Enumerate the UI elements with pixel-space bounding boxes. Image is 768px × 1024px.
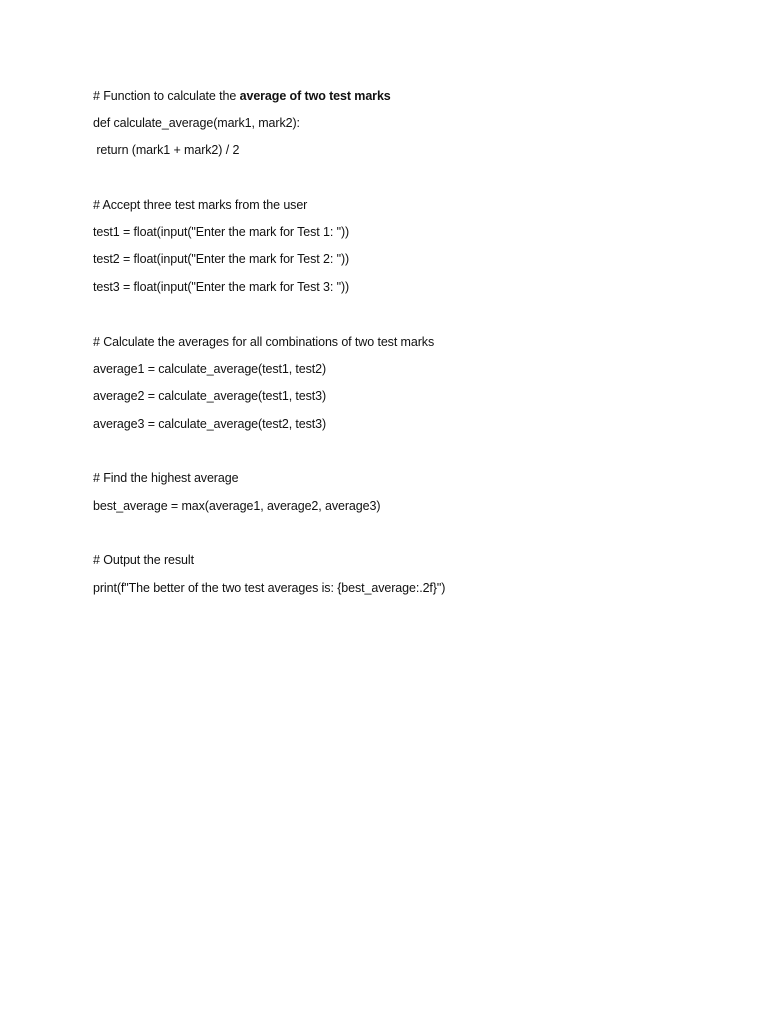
comment-accept-line: # Accept three test marks from the user (93, 198, 308, 212)
test2-line: test2 = float(input("Enter the mark for Test 2: ")) (93, 252, 350, 266)
return-line: return (mark1 + mark2) / 2 (93, 143, 240, 157)
comment-calculate-line: # Calculate the averages for all combinations of two test marks (93, 335, 435, 349)
comment-function-bold: average of two test marks (239, 89, 391, 103)
best-average-line: best_average = max(average1, average2, average3) (93, 499, 381, 513)
comment-function-line (93, 88, 391, 104)
test3-line: test3 = float(input("Enter the mark for Test 3: ")) (93, 280, 350, 294)
print-line: print(f"The better of the two test averages is: {best_average:.2f}") (93, 581, 446, 595)
comment-output-line: # Output the result (93, 553, 194, 567)
average2-line: average2 = calculate_average(test1, test3) (93, 389, 327, 403)
comment-function-prefix: # Function to calculate the (93, 89, 240, 103)
average3-line: average3 = calculate_average(test2, test3) (93, 417, 327, 431)
comment-highest-line: # Find the highest average (93, 471, 239, 485)
average1-line: average1 = calculate_average(test1, test2) (93, 362, 327, 376)
test1-line: test1 = float(input("Enter the mark for Test 1: ")) (93, 225, 350, 239)
def-line: def calculate_average(mark1, mark2): (93, 116, 300, 130)
